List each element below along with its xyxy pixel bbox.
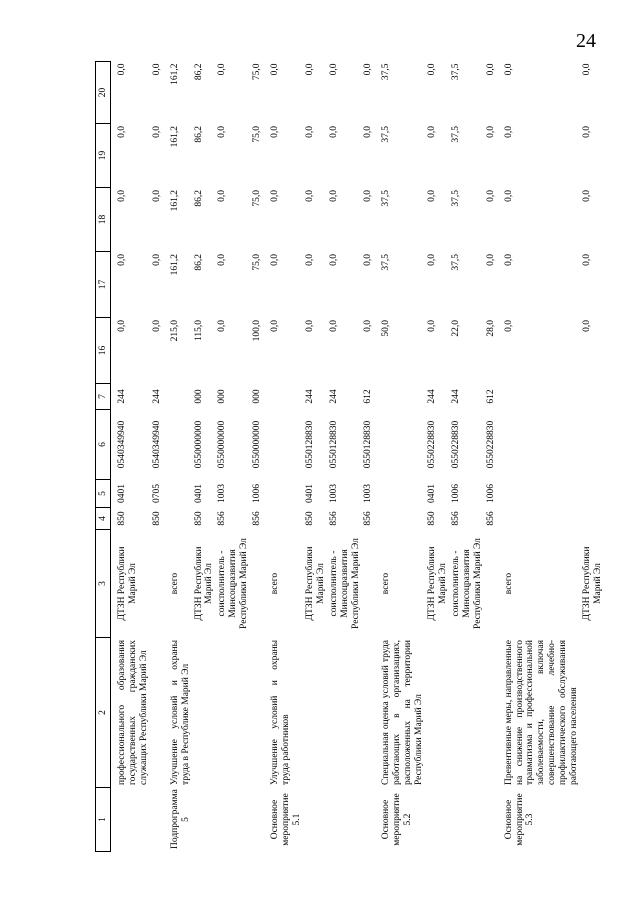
- table-cell-c19: 0,0: [217, 126, 228, 138]
- table-row: [328, 62, 363, 852]
- table-cell-c20: 0,0: [217, 63, 228, 76]
- table-cell-c17: 0,0: [328, 254, 339, 266]
- table-cell-c16: 0,0: [217, 320, 228, 332]
- table-cell-c7: 244: [151, 389, 162, 404]
- table-row: [251, 62, 264, 852]
- table-cell-c7: 000: [217, 389, 228, 404]
- column-header: 18: [96, 188, 111, 252]
- table-cell-c6: 0550128830: [304, 420, 315, 469]
- table-cell-c5: 0401: [304, 484, 315, 503]
- table-cell-c19: 0,0: [485, 126, 496, 138]
- table-cell-c19: 75,0: [252, 126, 263, 143]
- table-cell-c6: [164, 410, 193, 480]
- table-cell-c16: 0,0: [328, 320, 339, 332]
- table-cell-c1: [581, 788, 605, 852]
- table-cell-c4: [375, 508, 426, 530]
- table-cell-c18: 161,2: [169, 190, 180, 212]
- table-cell-c17: 0,0: [151, 254, 162, 266]
- table-cell-c17: 0,0: [217, 254, 228, 266]
- table-cell-c19: 0,0: [270, 126, 281, 138]
- table-cell-c20: 0,0: [582, 63, 593, 76]
- table-cell-c4: 856: [217, 511, 228, 526]
- table-cell-c19: 37,5: [450, 126, 461, 143]
- table-cell-c2: [328, 638, 363, 788]
- column-header: 17: [96, 252, 111, 318]
- table-cell-c16: 0,0: [582, 320, 593, 332]
- table-cell-c19: 0,0: [117, 126, 127, 138]
- table-cell-c19: 86,2: [193, 126, 204, 143]
- table-body: [111, 62, 605, 852]
- rotated-page-content: [95, 62, 603, 852]
- column-header: 6: [96, 410, 111, 480]
- table-cell-c3: всего: [169, 572, 180, 595]
- table-cell-c4: [264, 508, 304, 530]
- table-cell-c7: [581, 384, 605, 410]
- table-cell-c5: 1006: [252, 484, 263, 503]
- table-row: [498, 62, 581, 852]
- table-cell-c18: 0,0: [217, 190, 228, 202]
- table-cell-c18: 0,0: [151, 190, 162, 202]
- table-cell-c19: 0,0: [304, 126, 315, 138]
- table-cell-c5: 1006: [450, 484, 461, 503]
- table-cell-c2: Превентивные меры, направленные на снижение производственного травматизма и профессиональной заболеваемости, включая совершенствование лечебно-профилактического обслуживания работающего населения: [503, 640, 580, 785]
- table-cell-c1: Основное мероприятие 5.3: [503, 793, 536, 846]
- table-cell-c3: [151, 530, 164, 638]
- table-cell-c20: 0,0: [304, 63, 315, 76]
- table-cell-c5: 0705: [151, 484, 162, 503]
- table-cell-c20: 0,0: [270, 63, 281, 76]
- table-cell-c3: всего: [503, 572, 514, 595]
- table-cell-c20: 0,0: [363, 63, 374, 76]
- table-cell-c3: ДТЗН Республики Марий Эл: [582, 546, 603, 621]
- table-cell-c6: 0550228830: [450, 420, 461, 469]
- table-row: [304, 62, 328, 852]
- table-cell-c7: [498, 384, 581, 410]
- table-row: [426, 62, 450, 852]
- table-cell-c16: 22,0: [450, 320, 461, 337]
- table-cell-c6: [581, 410, 605, 480]
- table-cell-c17: 0,0: [304, 254, 315, 266]
- table-cell-c6: 0550000000: [217, 420, 228, 469]
- table-cell-c2: профессионального образования государственных гражданских служащих Республики Марий Эл: [117, 640, 149, 785]
- table-cell-c1: [485, 788, 498, 852]
- table-cell-c1: [328, 788, 363, 852]
- table-cell-c1: [193, 788, 217, 852]
- table-cell-c2: [581, 638, 605, 788]
- table-cell-c1: [151, 788, 164, 852]
- table-cell-c3: [362, 530, 375, 638]
- table-cell-c4: 856: [485, 511, 496, 526]
- column-header: 4: [96, 508, 111, 530]
- table-cell-c4: 850: [151, 511, 162, 526]
- table-cell-c5: 0401: [117, 484, 127, 503]
- table-cell-c1: [450, 788, 485, 852]
- table-cell-c7: 000: [252, 389, 263, 404]
- column-header: 5: [96, 480, 111, 508]
- page-number: 24: [576, 30, 596, 52]
- table-cell-c17: 0,0: [270, 254, 281, 266]
- table-cell-c4: 856: [363, 511, 374, 526]
- table-cell-c17: 86,2: [193, 254, 204, 271]
- table-cell-c17: 0,0: [363, 254, 374, 266]
- table-cell-c1: Основное мероприятие 5.1: [270, 793, 302, 846]
- table-cell-c6: 0550000000: [193, 420, 204, 469]
- table-cell-c5: [375, 480, 426, 508]
- table-cell-c7: 244: [117, 389, 127, 404]
- table-cell-c18: 0,0: [363, 190, 374, 202]
- table-cell-c2: [304, 638, 328, 788]
- table-cell-c7: 612: [363, 389, 374, 404]
- table-cell-c1: [304, 788, 328, 852]
- table-row: [151, 62, 164, 852]
- table-cell-c4: 850: [427, 511, 438, 526]
- table-row: [216, 62, 251, 852]
- table-cell-c17: 0,0: [503, 254, 514, 266]
- table-cell-c6: [264, 410, 304, 480]
- table-cell-c20: 0,0: [503, 63, 514, 76]
- column-header: 16: [96, 318, 111, 384]
- table-cell-c2: [193, 638, 217, 788]
- table-cell-c16: 0,0: [117, 320, 127, 332]
- table-cell-c2: Специальная оценка условий труда работающих в организациях, расположенных на территории Республики Марий Эл: [381, 640, 425, 785]
- table-cell-c16: 0,0: [363, 320, 374, 332]
- table-row: [362, 62, 375, 852]
- table-cell-c7: 244: [328, 389, 339, 404]
- table-cell-c18: 0,0: [582, 190, 593, 202]
- table-cell-c2: [251, 638, 264, 788]
- table-cell-c2: [362, 638, 375, 788]
- table-row: [111, 62, 151, 852]
- table-cell-c7: [375, 384, 426, 410]
- table-cell-c1: Основное мероприятие 5.2: [381, 793, 414, 846]
- table-cell-c2: [450, 638, 485, 788]
- table-cell-c4: 856: [450, 511, 461, 526]
- column-header: 20: [96, 62, 111, 124]
- table-cell-c18: 86,2: [193, 190, 204, 207]
- table-cell-c17: 161,2: [169, 254, 180, 276]
- table-header-row: [96, 62, 111, 852]
- table-cell-c7: [264, 384, 304, 410]
- table-cell-c18: 0,0: [328, 190, 339, 202]
- table-cell-c20: 0,0: [328, 63, 339, 76]
- table-cell-c19: 37,5: [381, 126, 392, 143]
- table-cell-c20: 0,0: [117, 63, 127, 76]
- table-cell-c18: 0,0: [270, 190, 281, 202]
- table-cell-c17: 0,0: [582, 254, 593, 266]
- table-cell-c18: 37,5: [450, 190, 461, 207]
- table-cell-c19: 0,0: [503, 126, 514, 138]
- table-cell-c5: 0401: [193, 484, 204, 503]
- table-cell-c5: [264, 480, 304, 508]
- table-cell-c17: 0,0: [427, 254, 438, 266]
- table-cell-c3: [485, 530, 498, 638]
- table-row: [581, 62, 605, 852]
- table-cell-c4: 856: [252, 511, 263, 526]
- table-cell-c4: 850: [117, 511, 127, 526]
- table-cell-c20: 75,0: [252, 63, 263, 81]
- table-cell-c18: 0,0: [485, 190, 496, 202]
- table-cell-c4: 850: [193, 511, 204, 526]
- table-row: [485, 62, 498, 852]
- table-cell-c6: 0550228830: [427, 420, 438, 469]
- table-row: [264, 62, 304, 852]
- table-cell-c16: 0,0: [270, 320, 281, 332]
- table-cell-c5: 0401: [427, 484, 438, 503]
- table-cell-c5: [498, 480, 581, 508]
- table-cell-c20: 0,0: [427, 63, 438, 76]
- table-cell-c2: Улучшение условий и охраны труда в Республике Марий Эл: [169, 640, 191, 785]
- table-cell-c2: Улучшение условий и охраны труда работников: [270, 640, 291, 785]
- table-cell-c19: 0,0: [328, 126, 339, 138]
- table-cell-c16: 0,0: [151, 320, 162, 332]
- table-cell-c18: 0,0: [503, 190, 514, 202]
- table-cell-c5: 1003: [217, 484, 228, 503]
- table-cell-c16: 100,0: [252, 320, 263, 342]
- table-cell-c17: 37,5: [381, 254, 392, 271]
- table-cell-c19: 0,0: [582, 126, 593, 138]
- table-cell-c7: 244: [427, 389, 438, 404]
- column-header: 7: [96, 384, 111, 410]
- table-cell-c7: 244: [450, 389, 461, 404]
- table-cell-c1: [426, 788, 450, 852]
- table-cell-c6: 0540349940: [151, 420, 162, 469]
- table-cell-c3: ДТЗН Республики Марий Эл: [117, 546, 138, 621]
- table-cell-c1: [251, 788, 264, 852]
- table-cell-c16: 50,0: [381, 320, 392, 337]
- table-cell-c16: 0,0: [304, 320, 315, 332]
- table-cell-c16: 115,0: [193, 320, 204, 342]
- table-cell-c3: ДТЗН Республики Марий Эл: [304, 546, 326, 621]
- table-cell-c4: [164, 508, 193, 530]
- table-cell-c3: соисполнитель - Минсоцразвития Республики Марий Эл: [217, 538, 250, 629]
- table-cell-c5: [164, 480, 193, 508]
- table-cell-c2: [216, 638, 251, 788]
- column-header: 1: [96, 788, 111, 852]
- table-cell-c17: 0,0: [485, 254, 496, 266]
- table-cell-c6: [498, 410, 581, 480]
- table-cell-c1: [216, 788, 251, 852]
- column-header: 3: [96, 530, 111, 638]
- table-cell-c6: 0540349940: [117, 420, 127, 469]
- table-cell-c2: [485, 638, 498, 788]
- table-cell-c3: соисполнитель - Минсоцразвития Республики Марий Эл: [450, 538, 483, 629]
- table-cell-c3: всего: [381, 572, 392, 595]
- table-cell-c3: ДТЗН Республики Марий Эл: [193, 546, 215, 621]
- table-cell-c7: [164, 384, 193, 410]
- table-cell-c7: 612: [485, 389, 496, 404]
- table-cell-c6: 0550000000: [252, 420, 263, 469]
- table-cell-c3: соисполнитель - Минсоцразвития Республики Марий Эл: [328, 538, 361, 629]
- table-cell-c5: [581, 480, 605, 508]
- table-cell-c18: 75,0: [252, 190, 263, 207]
- table-cell-c17: 0,0: [117, 254, 127, 266]
- table-cell-c18: 0,0: [117, 190, 127, 202]
- table-cell-c17: 37,5: [450, 254, 461, 271]
- table-cell-c7: 244: [304, 389, 315, 404]
- table-cell-c20: 37,5: [381, 63, 392, 81]
- table-cell-c5: 1003: [328, 484, 339, 503]
- column-header: 19: [96, 124, 111, 188]
- table-cell-c20: 0,0: [151, 63, 162, 76]
- table-cell-c19: 161,2: [169, 126, 180, 148]
- table-cell-c20: 86,2: [193, 63, 204, 81]
- table-cell-c4: 856: [328, 511, 339, 526]
- table-cell-c1: [362, 788, 375, 852]
- table-cell-c16: 215,0: [169, 320, 180, 342]
- table-cell-c6: 0550128830: [328, 420, 339, 469]
- table-cell-c20: 161,2: [169, 63, 180, 85]
- table-cell-c19: 0,0: [363, 126, 374, 138]
- table-cell-c6: [375, 410, 426, 480]
- table-cell-c16: 0,0: [503, 320, 514, 332]
- table-cell-c4: 850: [304, 511, 315, 526]
- table-cell-c3: ДТЗН Республики Марий Эл: [427, 546, 448, 621]
- column-header: 2: [96, 638, 111, 788]
- table-cell-c2: [151, 638, 164, 788]
- table-cell-c2: [426, 638, 450, 788]
- table-cell-c1: [111, 788, 151, 852]
- table-cell-c4: [498, 508, 581, 530]
- table-cell-c19: 0,0: [151, 126, 162, 138]
- table-row: [450, 62, 485, 852]
- table-cell-c18: 0,0: [304, 190, 315, 202]
- table-cell-c19: 0,0: [427, 126, 438, 138]
- table-cell-c6: 0550228830: [485, 420, 496, 469]
- table-cell-c16: 28,0: [485, 320, 496, 337]
- table-cell-c18: 0,0: [427, 190, 438, 202]
- table-cell-c5: 1003: [363, 484, 374, 503]
- table-cell-c4: [581, 508, 605, 530]
- table-cell-c20: 0,0: [485, 63, 496, 76]
- table-cell-c20: 37,5: [450, 63, 461, 81]
- table-row: [375, 62, 426, 852]
- table-cell-c5: 1006: [485, 484, 496, 503]
- budget-table: [95, 61, 605, 852]
- table-row: [164, 62, 193, 852]
- table-row: [193, 62, 217, 852]
- table-cell-c7: 000: [193, 389, 204, 404]
- table-cell-c3: [251, 530, 264, 638]
- table-cell-c1: Подпрограмма 5: [169, 789, 191, 849]
- table-cell-c3: всего: [270, 572, 281, 595]
- table-cell-c18: 37,5: [381, 190, 392, 207]
- table-cell-c16: 0,0: [427, 320, 438, 332]
- table-cell-c17: 75,0: [252, 254, 263, 271]
- table-cell-c6: 0550128830: [363, 420, 374, 469]
